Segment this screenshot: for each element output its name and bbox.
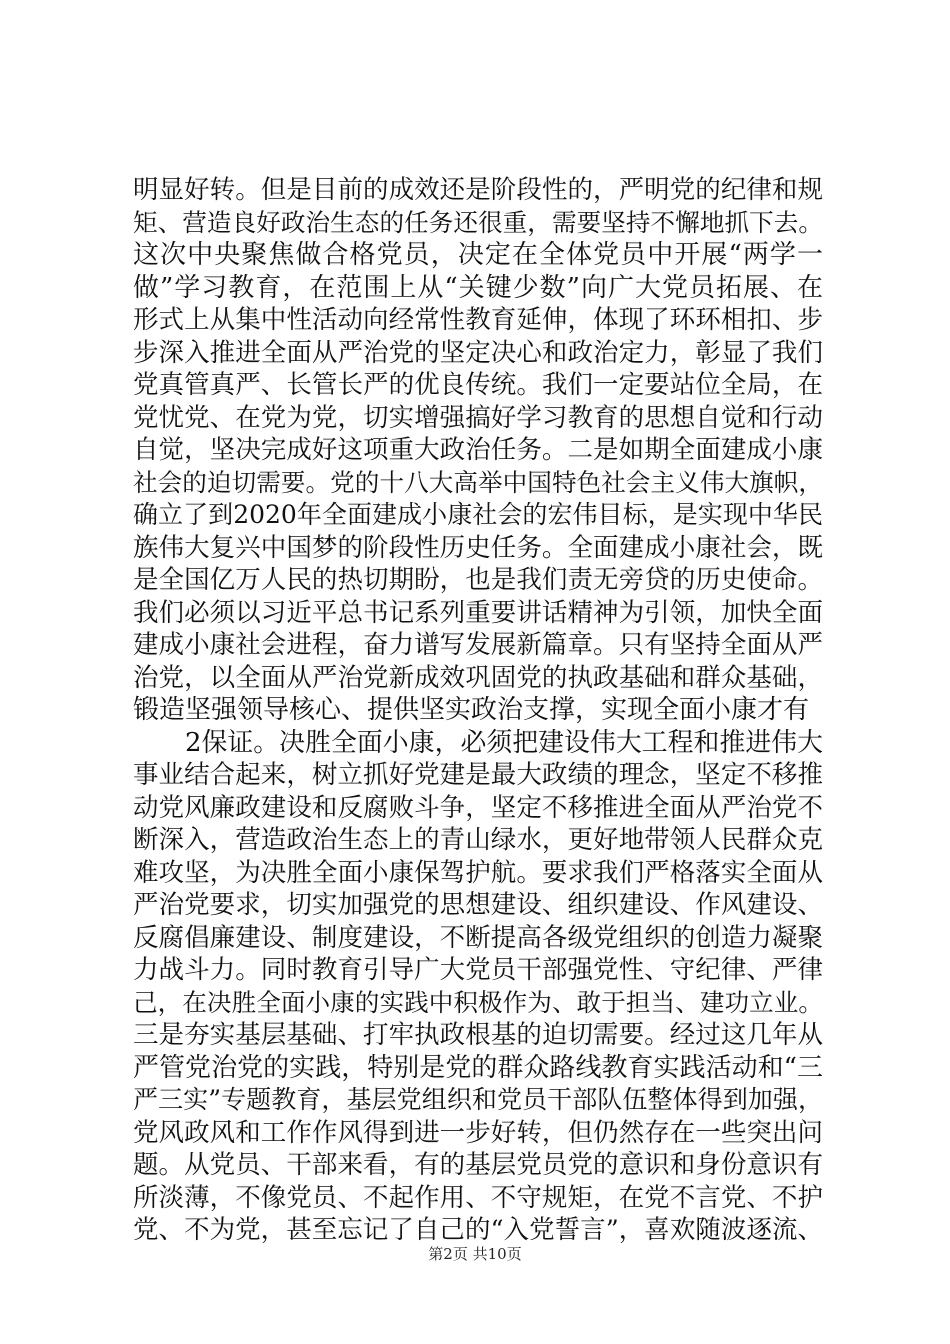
page-number-footer: 第2页 共10页 bbox=[428, 1245, 522, 1263]
text-line: 难攻坚，为决胜全面小康保驾护航。要求我们严格落实全面从 bbox=[133, 857, 823, 888]
text-line: 党风政风和工作作风得到进一步好转，但仍然存在一些突出问 bbox=[133, 1117, 823, 1148]
text-line: 党、不为党，甚至忘记了自己的“入党誓言”，喜欢随波逐流、 bbox=[133, 1215, 823, 1245]
text-line: 己，在决胜全面小康的实践中积极作为、敢于担当、建功立业。 bbox=[133, 987, 823, 1017]
text-line: 步深入推进全面从严治党的坚定决心和政治定力，彰显了我们 bbox=[133, 337, 823, 368]
text-line: 题。从党员、干部来看，有的基层党员党的意识和身份意识有 bbox=[133, 1150, 823, 1180]
body-text bbox=[133, 174, 823, 1247]
text-line: 三是夯实基层基础、打牢执政根基的迫切需要。经过这几年从 bbox=[133, 1020, 823, 1050]
text-line: 确立了到2020年全面建成小康社会的宏伟目标，是实现中华民 bbox=[133, 500, 823, 529]
text-line: 是全国亿万人民的热切期盼，也是我们责无旁贷的历史使命。 bbox=[133, 565, 823, 595]
text-line: 锻造坚强领导核心、提供坚实政治支撑，实现全面小康才有 bbox=[133, 695, 810, 725]
text-line: 力战斗力。同时教育引导广大党员干部强党性、守纪律、严律 bbox=[133, 955, 823, 985]
text-line: 这次中央聚焦做合格党员，决定在全体党员中开展“两学一 bbox=[133, 240, 823, 270]
text-line: 严管党治党的实践，特别是党的群众路线教育实践活动和“三 bbox=[133, 1052, 823, 1083]
text-line: 严三实”专题教育，基层党组织和党员干部队伍整体得到加强， bbox=[133, 1085, 823, 1114]
text-line: 党真管真严、长管长严的优良传统。我们一定要站位全局，在 bbox=[133, 370, 823, 400]
text-line: 我们必须以习近平总书记系列重要讲话精神为引领，加快全面 bbox=[133, 597, 823, 628]
text-line: 严治党要求，切实加强党的思想建设、组织建设、作风建设、 bbox=[133, 890, 823, 920]
text-line: 断深入，营造政治生态上的青山绿水，更好地带领人民群众克 bbox=[133, 825, 823, 855]
text-line: 2保证。决胜全面小康，必须把建设伟大工程和推进伟大 bbox=[185, 727, 823, 758]
text-line: 明显好转。但是目前的成效还是阶段性的，严明党的纪律和规 bbox=[133, 175, 823, 205]
text-line: 建成小康社会进程，奋力谱写发展新篇章。只有坚持全面从严 bbox=[133, 630, 823, 660]
text-line: 党忧党、在党为党，切实增强搞好学习教育的思想自觉和行动 bbox=[133, 402, 823, 433]
text-line: 族伟大复兴中国梦的阶段性历史任务。全面建成小康社会，既 bbox=[133, 532, 823, 563]
text-line: 形式上从集中性活动向经常性教育延伸，体现了环环相扣、步 bbox=[133, 305, 823, 335]
text-line: 动党风廉政建设和反腐败斗争，坚定不移推进全面从严治党不 bbox=[133, 792, 823, 823]
text-line: 矩、营造良好政治生态的任务还很重，需要坚持不懈地抓下去。 bbox=[133, 207, 823, 237]
text-line: 自觉，坚决完成好这项重大政治任务。二是如期全面建成小康 bbox=[133, 435, 823, 465]
text-line: 事业结合起来，树立抓好党建是最大政绩的理念，坚定不移推 bbox=[133, 760, 823, 790]
text-line: 所淡薄，不像党员、不起作用、不守规矩，在党不言党、不护 bbox=[133, 1182, 823, 1213]
text-line: 治党，以全面从严治党新成效巩固党的执政基础和群众基础， bbox=[133, 662, 823, 693]
text-line: 做”学习教育，在范围上从“关键少数”向广大党员拓展、在 bbox=[133, 272, 823, 303]
text-line: 反腐倡廉建设、制度建设，不断提高各级党组织的创造力凝聚 bbox=[133, 922, 823, 953]
text-line: 社会的迫切需要。党的十八大高举中国特色社会主义伟大旗帜， bbox=[133, 467, 823, 497]
